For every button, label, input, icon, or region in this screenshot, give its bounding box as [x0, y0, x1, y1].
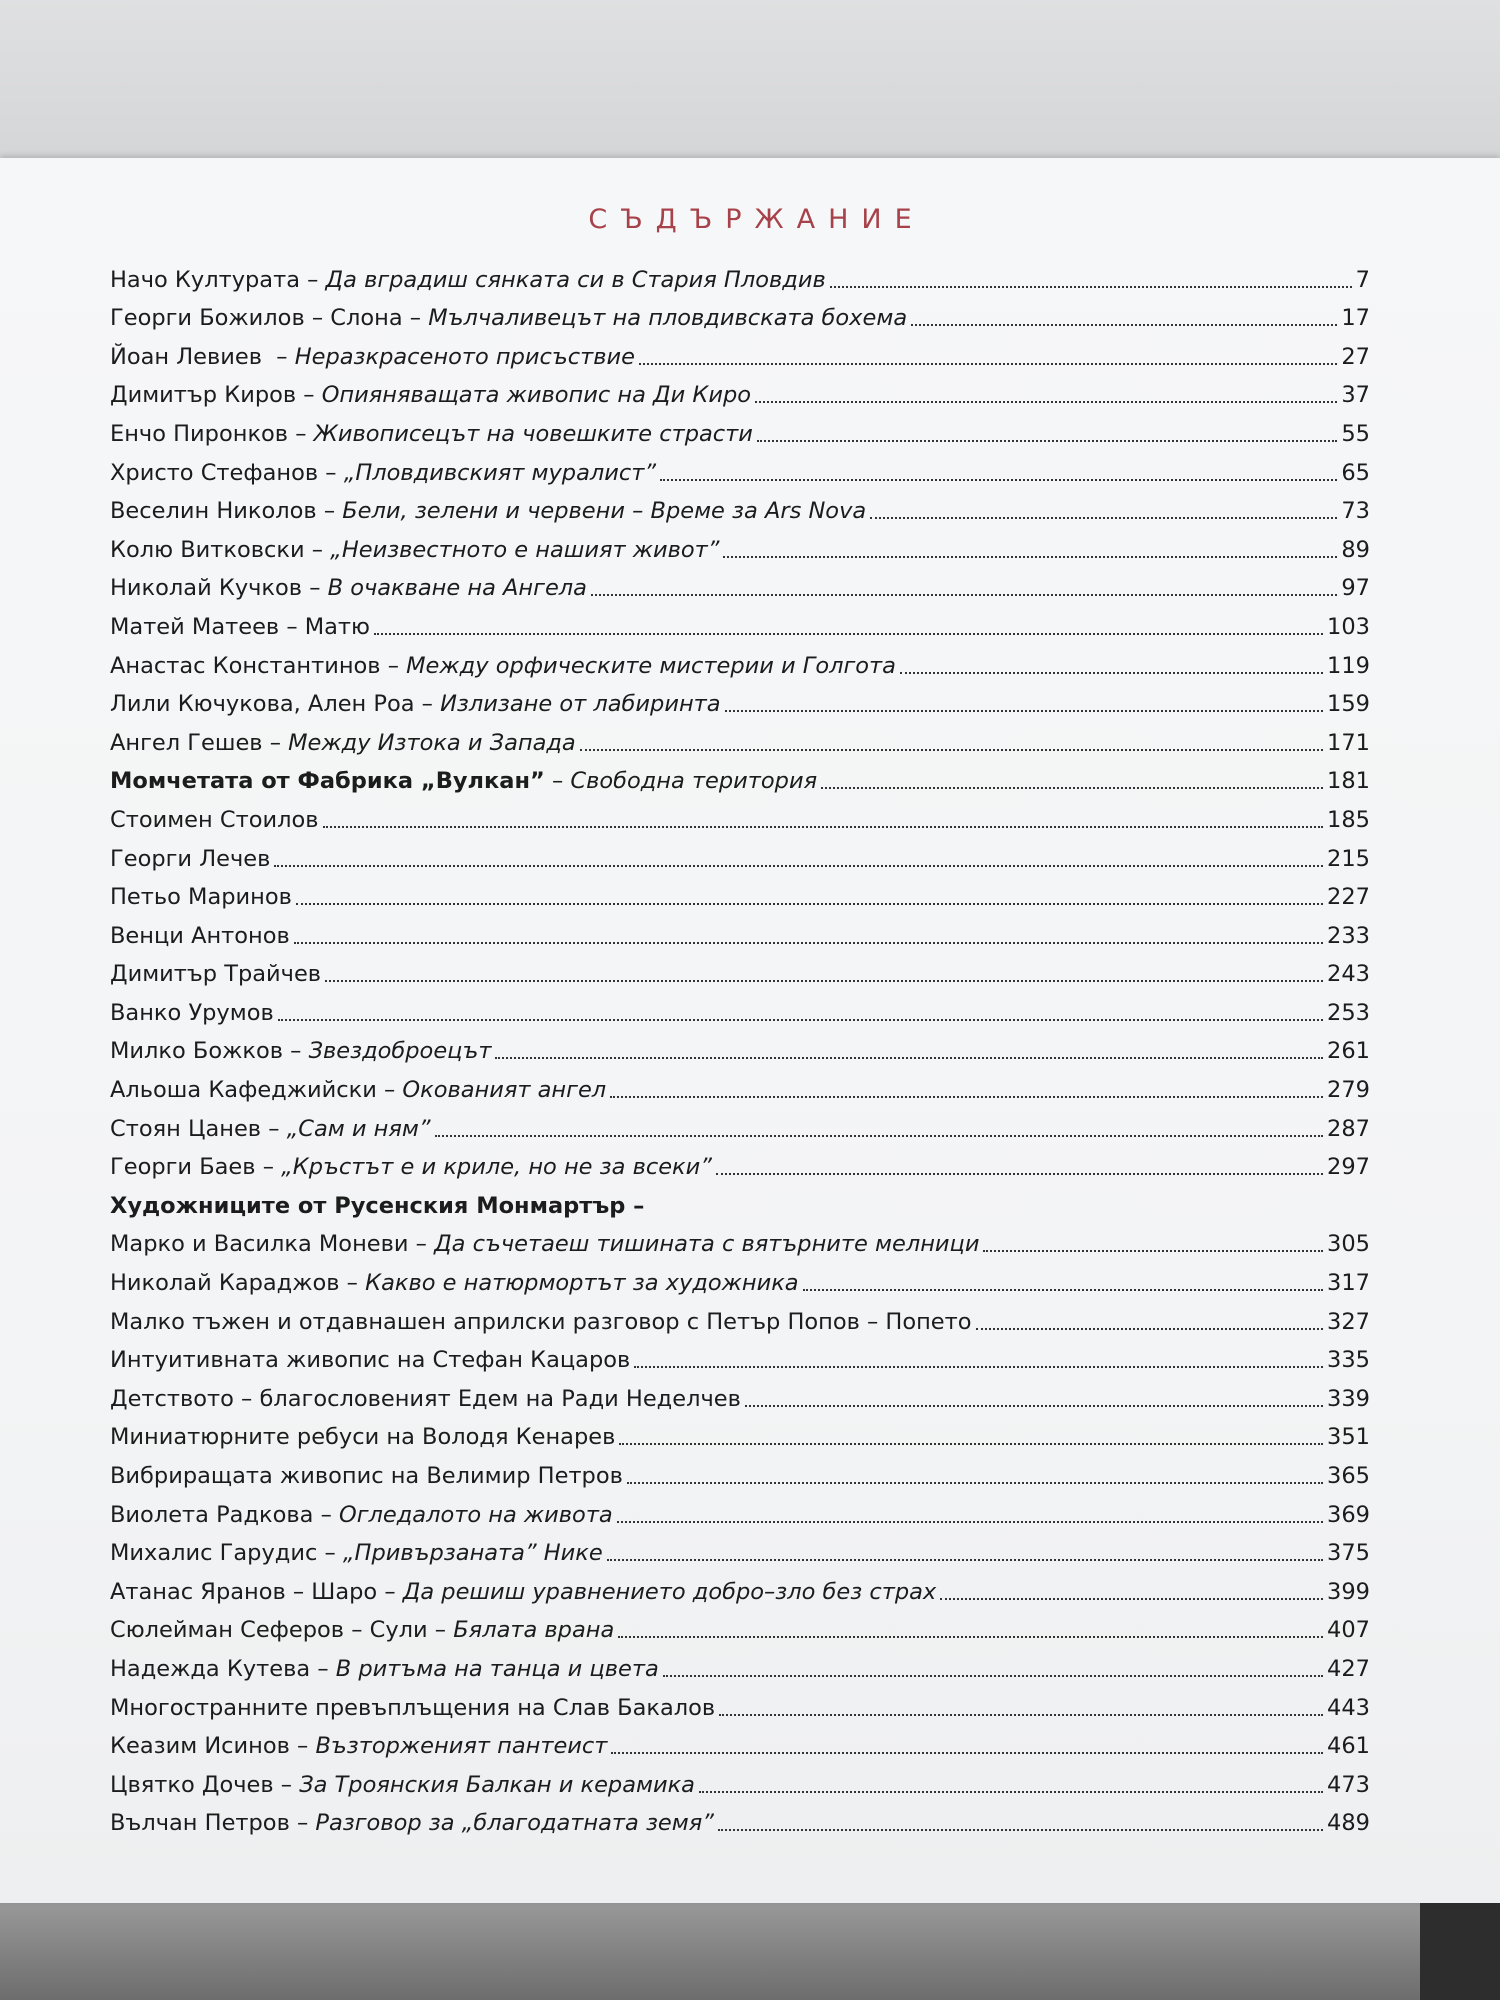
toc-author: Николай Караджов: [110, 1270, 340, 1297]
toc-author: Венци Антонов: [110, 922, 290, 949]
toc-entry: [110, 878, 1370, 917]
toc-entry-text: [110, 730, 576, 762]
toc-entry: [110, 1379, 1370, 1418]
toc-leader-dots: [374, 633, 1323, 635]
toc-entry-text: [110, 421, 753, 453]
toc-entry-text: [110, 537, 719, 569]
toc-separator: –: [302, 575, 328, 602]
toc-page-number: 261: [1327, 1038, 1370, 1065]
toc-author: Марко и Василка Моневи: [110, 1231, 409, 1258]
toc-leader-dots: [619, 1443, 1323, 1445]
toc-page-number: 65: [1341, 459, 1370, 486]
toc-separator: –: [255, 1154, 282, 1181]
toc-separator: –: [317, 1540, 343, 1567]
toc-page-number: 305: [1327, 1231, 1370, 1258]
toc-page-number: 233: [1327, 922, 1370, 949]
toc-page-number: 227: [1327, 884, 1370, 911]
toc-entry: [110, 1765, 1370, 1804]
book-cover-edge: [1420, 1900, 1500, 2000]
toc-page-number: 365: [1327, 1463, 1370, 1489]
toc-page-number: 279: [1327, 1077, 1370, 1104]
toc-separator: –: [296, 382, 322, 409]
toc-entry-text: [110, 1193, 644, 1225]
toc-subtitle: Между орфическите мистерии и Голгота: [406, 652, 896, 679]
toc-separator: –: [283, 1038, 309, 1065]
toc-page-number: 399: [1327, 1578, 1370, 1605]
toc-entry-text: [110, 1772, 695, 1804]
toc-separator: –: [408, 1231, 435, 1258]
toc-leader-dots: [639, 363, 1337, 365]
toc-page-number: 407: [1327, 1617, 1370, 1644]
toc-separator: –: [318, 459, 344, 486]
toc-author: Художниците от Русенския Монмартър –: [110, 1192, 645, 1219]
toc-author: Момчетата от Фабрика „Вулкан”: [110, 768, 545, 795]
toc-entry-text: [110, 653, 896, 685]
toc-entry: [110, 1804, 1370, 1843]
toc-entry-text: [110, 1424, 615, 1456]
toc-page-number: 17: [1341, 305, 1370, 332]
toc-entry-text: [110, 460, 656, 492]
toc-entry-text: [110, 1617, 614, 1649]
toc-entry-text: [110, 1077, 606, 1109]
toc-entry-text: [110, 498, 866, 530]
toc-entry: [110, 569, 1370, 608]
toc-author: Ванко Урумов: [110, 999, 274, 1026]
toc-author: Виолета Радкова: [110, 1501, 314, 1528]
toc-page-number: 55: [1341, 420, 1370, 447]
toc-subtitle: Между Изтока и Запада: [288, 729, 576, 756]
toc-leader-dots: [660, 479, 1337, 481]
toc-page-number: 215: [1327, 845, 1370, 872]
toc-subtitle: В очакване на Ангела: [327, 575, 587, 602]
toc-entry: [110, 1032, 1370, 1071]
toc-author: Георги Божилов – Слона: [110, 305, 403, 332]
toc-entry-text: [110, 1231, 979, 1263]
toc-entry: [110, 955, 1370, 994]
toc-entry: [110, 453, 1370, 492]
toc-author: Йоан Левиев: [110, 343, 262, 370]
toc-entry: [110, 1534, 1370, 1573]
toc-subtitle: Да вградиш сянката си в Стария Пловдив: [325, 266, 826, 293]
toc-entry-text: [110, 1463, 623, 1495]
toc-author: Кеазим Исинов: [110, 1733, 290, 1760]
toc-subtitle: Излизане от лабиринта: [440, 691, 721, 718]
toc-subtitle: „Кръстът е и криле, но не за всеки”: [281, 1154, 712, 1181]
toc-leader-dots: [755, 401, 1337, 403]
toc-subtitle: Живописецът на човешките страсти: [313, 420, 753, 447]
toc-separator: –: [544, 768, 571, 795]
toc-author: Веселин Николов: [110, 498, 317, 525]
toc-separator: –: [377, 1578, 403, 1605]
toc-author: Цвятко Дочев: [110, 1771, 274, 1798]
toc-separator: –: [339, 1270, 366, 1297]
table-of-contents: [110, 260, 1370, 1842]
toc-subtitle: „Неизвестното е нашият живот”: [330, 536, 720, 563]
toc-subtitle: За Троянския Балкан и керамика: [299, 1771, 695, 1798]
toc-entry: [110, 839, 1370, 878]
toc-leader-dots: [940, 1598, 1323, 1600]
toc-author: Детството – благословеният Едем на Ради Неделчев: [110, 1385, 741, 1412]
toc-page-number: 489: [1327, 1810, 1370, 1837]
toc-separator: –: [310, 1655, 336, 1682]
toc-entry: [110, 1649, 1370, 1688]
toc-leader-dots: [580, 749, 1323, 751]
toc-entry-text: [110, 344, 635, 376]
toc-leader-dots: [821, 787, 1323, 789]
toc-author: Николай Кучков: [110, 575, 303, 602]
toc-author: Начо Културата: [110, 266, 300, 293]
toc-entry-text: [110, 1386, 741, 1418]
toc-entry-text: [110, 768, 817, 800]
toc-entry: [110, 1263, 1370, 1302]
toc-separator: –: [313, 1501, 339, 1528]
toc-author: Надежда Кутева: [110, 1655, 311, 1682]
toc-entry: [110, 1109, 1370, 1148]
toc-entry-text: [110, 1000, 274, 1032]
toc-entry-text: [110, 1309, 972, 1341]
toc-entry: [110, 492, 1370, 531]
toc-entry-text: [110, 1656, 659, 1688]
toc-subtitle: Разговор за „благодатната земя”: [315, 1810, 714, 1837]
toc-author: Колю Витковски: [110, 536, 305, 563]
toc-leader-dots: [757, 440, 1337, 442]
toc-leader-dots: [296, 903, 1323, 905]
toc-author: Стоян Цанев: [110, 1115, 262, 1142]
toc-leader-dots: [627, 1482, 1323, 1484]
toc-page-number: 369: [1327, 1501, 1370, 1528]
toc-entry: [110, 646, 1370, 685]
toc-entry-text: [110, 923, 290, 955]
toc-page-number: 297: [1327, 1154, 1370, 1181]
toc-leader-dots: [699, 1791, 1323, 1793]
toc-page-number: 185: [1327, 806, 1370, 833]
toc-entry: [110, 376, 1370, 415]
toc-entry: [110, 685, 1370, 724]
toc-page-number: 159: [1327, 691, 1370, 718]
toc-leader-dots: [725, 710, 1323, 712]
toc-author: Миниатюрните ребуси на Володя Кенарев: [110, 1424, 616, 1451]
toc-author: Интуитивната живопис на Стефан Кацаров: [110, 1347, 631, 1374]
toc-subtitle: Възторженият пантеист: [315, 1733, 608, 1760]
page-title: СЪДЪРЖАНИЕ: [588, 204, 925, 235]
toc-author: Малко тъжен и отдавнашен априлски разговор с Петър Попов – Попето: [110, 1308, 972, 1335]
toc-entry-text: [110, 1154, 712, 1186]
toc-page-number: 427: [1327, 1655, 1370, 1682]
toc-author: Димитър Трайчев: [110, 961, 322, 988]
toc-entry: [110, 916, 1370, 955]
toc-page-number: 181: [1327, 768, 1370, 795]
toc-entry: [110, 1225, 1370, 1264]
toc-separator: –: [316, 498, 343, 525]
toc-author: Многостранните превъплъщения на Слав Бакалов: [110, 1694, 716, 1721]
toc-entry-text: [110, 807, 319, 839]
toc-leader-dots: [745, 1405, 1323, 1407]
toc-separator: –: [262, 343, 295, 370]
toc-page-number: 27: [1341, 343, 1370, 370]
toc-author: Михалис Гарудис: [110, 1540, 318, 1567]
toc-entry: [110, 299, 1370, 338]
toc-page-number: 103: [1327, 613, 1370, 640]
toc-entry-text: [110, 614, 370, 646]
toc-leader-dots: [900, 672, 1323, 674]
toc-subtitle: Мълчаливецът на пловдивската бохема: [428, 305, 908, 332]
toc-author: Лили Кючукова, Ален Роа: [110, 691, 415, 718]
toc-entry: [110, 723, 1370, 762]
toc-entry: [110, 1070, 1370, 1109]
toc-leader-dots: [983, 1250, 1323, 1252]
toc-leader-dots: [830, 286, 1352, 288]
toc-leader-dots: [323, 826, 1324, 828]
toc-entry: [110, 1186, 1370, 1225]
toc-entry: [110, 762, 1370, 801]
toc-subtitle: Неразкрасеното присъствие: [294, 343, 635, 370]
toc-author: Вибриращата живопис на Велимир Петров: [110, 1463, 623, 1489]
toc-separator: –: [414, 691, 441, 718]
toc-subtitle: Да решиш уравнението добро–зло без страх: [402, 1578, 937, 1605]
toc-subtitle: „Привързаната” Нике: [342, 1540, 603, 1567]
toc-page-number: 339: [1327, 1385, 1370, 1412]
toc-entry: [110, 1727, 1370, 1766]
toc-separator: –: [261, 1115, 287, 1142]
toc-leader-dots: [618, 1636, 1323, 1638]
toc-page-number: 351: [1327, 1424, 1370, 1451]
toc-entry: [110, 1572, 1370, 1611]
toc-page-number: 317: [1327, 1270, 1370, 1297]
toc-entry-text: [110, 846, 270, 878]
toc-entry-text: [110, 1270, 799, 1302]
toc-entry-text: [110, 1116, 431, 1148]
toc-entry: [110, 1302, 1370, 1341]
toc-separator: –: [273, 1771, 300, 1798]
toc-separator: –: [304, 536, 331, 563]
toc-separator: –: [299, 266, 326, 293]
toc-entry-text: [110, 1347, 630, 1379]
toc-entry: [110, 993, 1370, 1032]
toc-author: Анастас Константинов: [110, 652, 381, 679]
toc-author: Матей Матеев – Матю: [110, 613, 370, 640]
toc-entry: [110, 414, 1370, 453]
toc-author: Димитър Киров: [110, 382, 297, 409]
toc-entry-text: [110, 1695, 715, 1727]
toc-author: Милко Божков: [110, 1038, 284, 1065]
toc-entry-text: [110, 305, 907, 337]
toc-separator: –: [402, 305, 429, 332]
toc-author: Сюлейман Сеферов – Сули: [110, 1617, 428, 1644]
toc-page-number: 73: [1341, 498, 1370, 525]
toc-page-number: 287: [1327, 1115, 1370, 1142]
toc-entry: [110, 1611, 1370, 1650]
toc-separator: –: [288, 420, 314, 447]
toc-separator: –: [376, 1077, 403, 1104]
toc-page-number: 473: [1327, 1771, 1370, 1798]
toc-page-number: 171: [1327, 729, 1370, 756]
toc-entry-text: [110, 1502, 613, 1534]
toc-page-number: 375: [1327, 1540, 1370, 1567]
toc-subtitle: Огледалото на живота: [338, 1501, 613, 1528]
toc-leader-dots: [435, 1135, 1323, 1137]
toc-page-number: 89: [1341, 536, 1370, 563]
toc-author: Стоимен Стоилов: [110, 806, 319, 833]
toc-leader-dots: [634, 1366, 1323, 1368]
toc-leader-dots: [617, 1521, 1323, 1523]
toc-leader-dots: [610, 1096, 1323, 1098]
toc-leader-dots: [723, 556, 1337, 558]
toc-entry: [110, 800, 1370, 839]
toc-author: Петьо Маринов: [110, 884, 292, 911]
toc-separator: –: [289, 1810, 316, 1837]
toc-subtitle: Бялата врана: [453, 1617, 615, 1644]
toc-leader-dots: [325, 980, 1323, 982]
toc-author: Ангел Гешев: [110, 729, 263, 756]
toc-leader-dots: [870, 517, 1337, 519]
toc-subtitle: Свободна територия: [570, 768, 818, 795]
background-surface: [0, 0, 1500, 170]
toc-author: Вълчан Петров: [110, 1810, 290, 1837]
toc-entry-text: [110, 1810, 714, 1842]
toc-subtitle: Бели, зелени и червени – Време за Ars Nova: [342, 498, 867, 525]
toc-author: Альоша Кафеджийски: [110, 1077, 377, 1104]
toc-author: Христо Стефанов: [110, 459, 319, 486]
toc-page-number: 335: [1327, 1347, 1370, 1374]
toc-entry-text: [110, 884, 292, 916]
toc-separator: –: [262, 729, 289, 756]
toc-subtitle: В ритъма на танца и цвета: [335, 1655, 659, 1682]
toc-entry-text: [110, 267, 826, 299]
toc-author: Георги Лечев: [110, 845, 271, 872]
toc-entry: [110, 1148, 1370, 1187]
toc-subtitle: Какво е натюрмортът за художника: [365, 1270, 799, 1297]
toc-entry-text: [110, 691, 721, 723]
toc-separator: –: [380, 652, 407, 679]
toc-entry: [110, 1688, 1370, 1727]
toc-subtitle: Да съчетаеш тишината с вятърните мелници: [434, 1231, 980, 1258]
toc-subtitle: Окованият ангел: [402, 1077, 607, 1104]
toc-leader-dots: [278, 1019, 1323, 1021]
toc-subtitle: „Пловдивският муралист”: [343, 459, 657, 486]
toc-leader-dots: [591, 594, 1337, 596]
toc-page-number: 443: [1327, 1694, 1370, 1721]
toc-leader-dots: [803, 1289, 1323, 1291]
toc-page-number: 327: [1327, 1308, 1370, 1335]
toc-separator: –: [427, 1617, 454, 1644]
toc-subtitle: Звездоброецът: [308, 1038, 492, 1065]
toc-page-number: 243: [1327, 961, 1370, 988]
toc-page-number: 37: [1341, 382, 1370, 409]
toc-entry-text: [110, 1733, 607, 1765]
toc-page-number: 119: [1327, 652, 1370, 679]
toc-entry: [110, 337, 1370, 376]
toc-page-number: 7: [1355, 266, 1370, 293]
toc-entry-text: [110, 961, 321, 993]
toc-leader-dots: [294, 942, 1323, 944]
toc-entry-text: [110, 575, 587, 607]
book-lower-edge: [0, 1900, 1500, 2000]
toc-entry-text: [110, 382, 751, 414]
toc-entry: [110, 607, 1370, 646]
toc-leader-dots: [274, 865, 1323, 867]
toc-leader-dots: [495, 1057, 1323, 1059]
toc-page-number: 97: [1341, 575, 1370, 602]
toc-entry: [110, 1418, 1370, 1457]
toc-page-number: 461: [1327, 1733, 1370, 1760]
toc-leader-dots: [976, 1328, 1324, 1330]
toc-entry-text: [110, 1038, 491, 1070]
toc-entry: [110, 1456, 1370, 1495]
toc-entry: [110, 1495, 1370, 1534]
toc-leader-dots: [718, 1829, 1323, 1831]
toc-entry: [110, 530, 1370, 569]
toc-subtitle: „Сам и ням”: [286, 1115, 431, 1142]
toc-entry: [110, 1341, 1370, 1380]
toc-entry-text: [110, 1540, 603, 1572]
toc-leader-dots: [607, 1559, 1323, 1561]
toc-leader-dots: [716, 1173, 1323, 1175]
toc-page-number: 253: [1327, 999, 1370, 1026]
toc-leader-dots: [663, 1675, 1323, 1677]
toc-separator: –: [289, 1733, 316, 1760]
toc-leader-dots: [611, 1752, 1323, 1754]
toc-author: Енчо Пиронков: [110, 420, 289, 447]
toc-author: Георги Баев: [110, 1154, 256, 1181]
toc-entry-text: [110, 1579, 936, 1611]
toc-author: Атанас Яранов – Шаро: [110, 1578, 378, 1605]
toc-leader-dots: [719, 1714, 1323, 1716]
toc-leader-dots: [911, 324, 1337, 326]
toc-subtitle: Опияняващата живопис на Ди Киро: [321, 382, 752, 409]
toc-entry: [110, 260, 1370, 299]
